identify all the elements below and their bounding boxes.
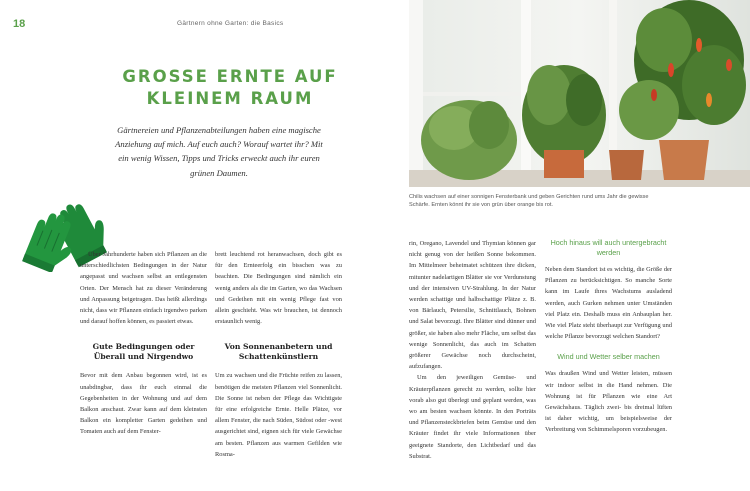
paragraph: Über Jahrhunderte haben sich Pflanzen an die unterschiedlichsten Bedingungen in der Natur angepasst und wachsen selbst an entlegensten Orten. Der Mensch hat zu dieser Veränderung und Anpassung beigetragen. Das heißt allerdings nicht, dass wir Pflanzen einfach irgendwo parken und darauf hoffen können, es passiert etwas. — [80, 251, 207, 326]
body-column-3 — [409, 238, 536, 462]
body-column-4 — [545, 238, 672, 436]
paragraph: Neben dem Standort ist es wichtig, die Größe der Pflanzen zu berücksichtigen. So manche Sorte kann im Laufe ihres Wachstums ausladend werden, auch Gurken nehmen unter Umständen viel Platz ein. Deshalb muss ein Anbauplan her. Wie viel Platz steht überhaupt zur Verfügung und welche Pflanze bevorzugt welchen Standort? — [545, 266, 672, 341]
section-heading: Wind und Wetter selber machen — [557, 352, 660, 362]
paragraph: Was draußen Wind und Wetter leisten, müssen wir indoor selbst in die Hand nehmen. Die Wohnung ist für Pflanzen wie eine Art Gewächshaus. Täglich zwei- bis dreimal lüften ist daher wichtig, um beispielsweise der Verbreitung von Schimmelsporen vorzubeugen. — [545, 370, 672, 434]
section-heading: Von Sonnenanbetern und Schattenkünstlern — [224, 342, 333, 362]
paragraph: Bevor mit dem Anbau begonnen wird, ist es unabdingbar, dass ihr euch einmal die Gegebenheiten in der Wohnung und auf dem Balkon anschaut. Zwar kann auf dem kleinsten Balkon ein kompletter Garten gedeihen und Tomaten auch auf dem Fenster- — [80, 372, 207, 436]
paragraph: Um den jeweiligen Gemüse- und Kräuterpflanzen gerecht zu werden, sollte hier vorab also gut überlegt und geplant werden, was wo am besten wachsen könnte. In den Porträts und Pflanzensteckbriefen beim Gemüse und den Kräuter findet ihr viele Informationen über geeignete Standorte, den Lichtbedarf und das Substrat. — [409, 374, 536, 460]
paragraph: brett leuchtend rot heranwachsen, doch gibt es für den Ernteerfolg ein bisschen was zu beachten. Die Bedingungen sind nämlich ein wenig anders als die im Garten, wo das Wachsen und Gedeihen mit ein wenig Pflege fast von allein geschieht. Was wir brauchen, ist dennoch erstaunlich wenig. — [215, 251, 342, 326]
running-head: Gärtnern ohne Garten: die Basics — [177, 20, 284, 27]
page-title — [100, 66, 360, 110]
photo-caption: Chilis wachsen auf einer sonnigen Fensterbank und geben Gerichten rund ums Jahr die gewisse Schärfe. Ernten könnt ihr sie von grün über orange bis rot. — [409, 194, 649, 209]
title-line-1: GROSSE ERNTE AUF — [122, 67, 338, 86]
title-line-2: KLEINEM RAUM — [146, 89, 314, 108]
paragraph: rin, Oregano, Lavendel und Thymian können gar nicht genug von der heißen Sonne bekommen. Im Mittelmeer beheimatet schützen ihre dicken, mitunter nadelartigen Blätter sie vor Verdunstung und der intensiven UV-Strahlung. In der Natur werden schattige und halbschattige Plätze z. B. von Bärlauch, Petersilie, Schnittlauch, Bohnen und Salat bevorzugt. Ihre Blätter sind dünner und größer, sie haben also mehr Fläche, um selbst das wenige Sonnenlicht, das auch im Schatten größerer Gewächse noch durchscheint, aufzufangen. — [409, 240, 536, 371]
body-column-1 — [80, 249, 207, 438]
section-heading: Gute Bedingungen oder Überall und Nirgendwo — [92, 342, 195, 362]
body-column-2 — [215, 249, 342, 460]
page-number: 18 — [13, 18, 26, 30]
lead-paragraph: Gärtnereien und Pflanzenabteilungen haben eine magische Anziehung auf mich. Auf euch auch? Worauf wartet ihr? Mit ein wenig Wissen, Tipps und Tricks erweckt auch ihr euren grünen Daumen. — [115, 125, 323, 178]
section-heading: Hoch hinaus will auch untergebracht werden — [550, 238, 667, 257]
paragraph: Um zu wachsen und die Früchte reifen zu lassen, benötigen die meisten Pflanzen viel Sonnenlicht. Die Sonne ist neben der Pflege das Wichtigste für eine erfolgreiche Ernte. Helle Plätze, vor allem Fenster, die nach Süden, Südost oder -west ausgerichtet sind, eignen sich für viele Gewächse am besten. Pflanzen aus warmen Gefilden wie Rosma- — [215, 372, 342, 458]
chili-plants-photo — [409, 0, 750, 187]
